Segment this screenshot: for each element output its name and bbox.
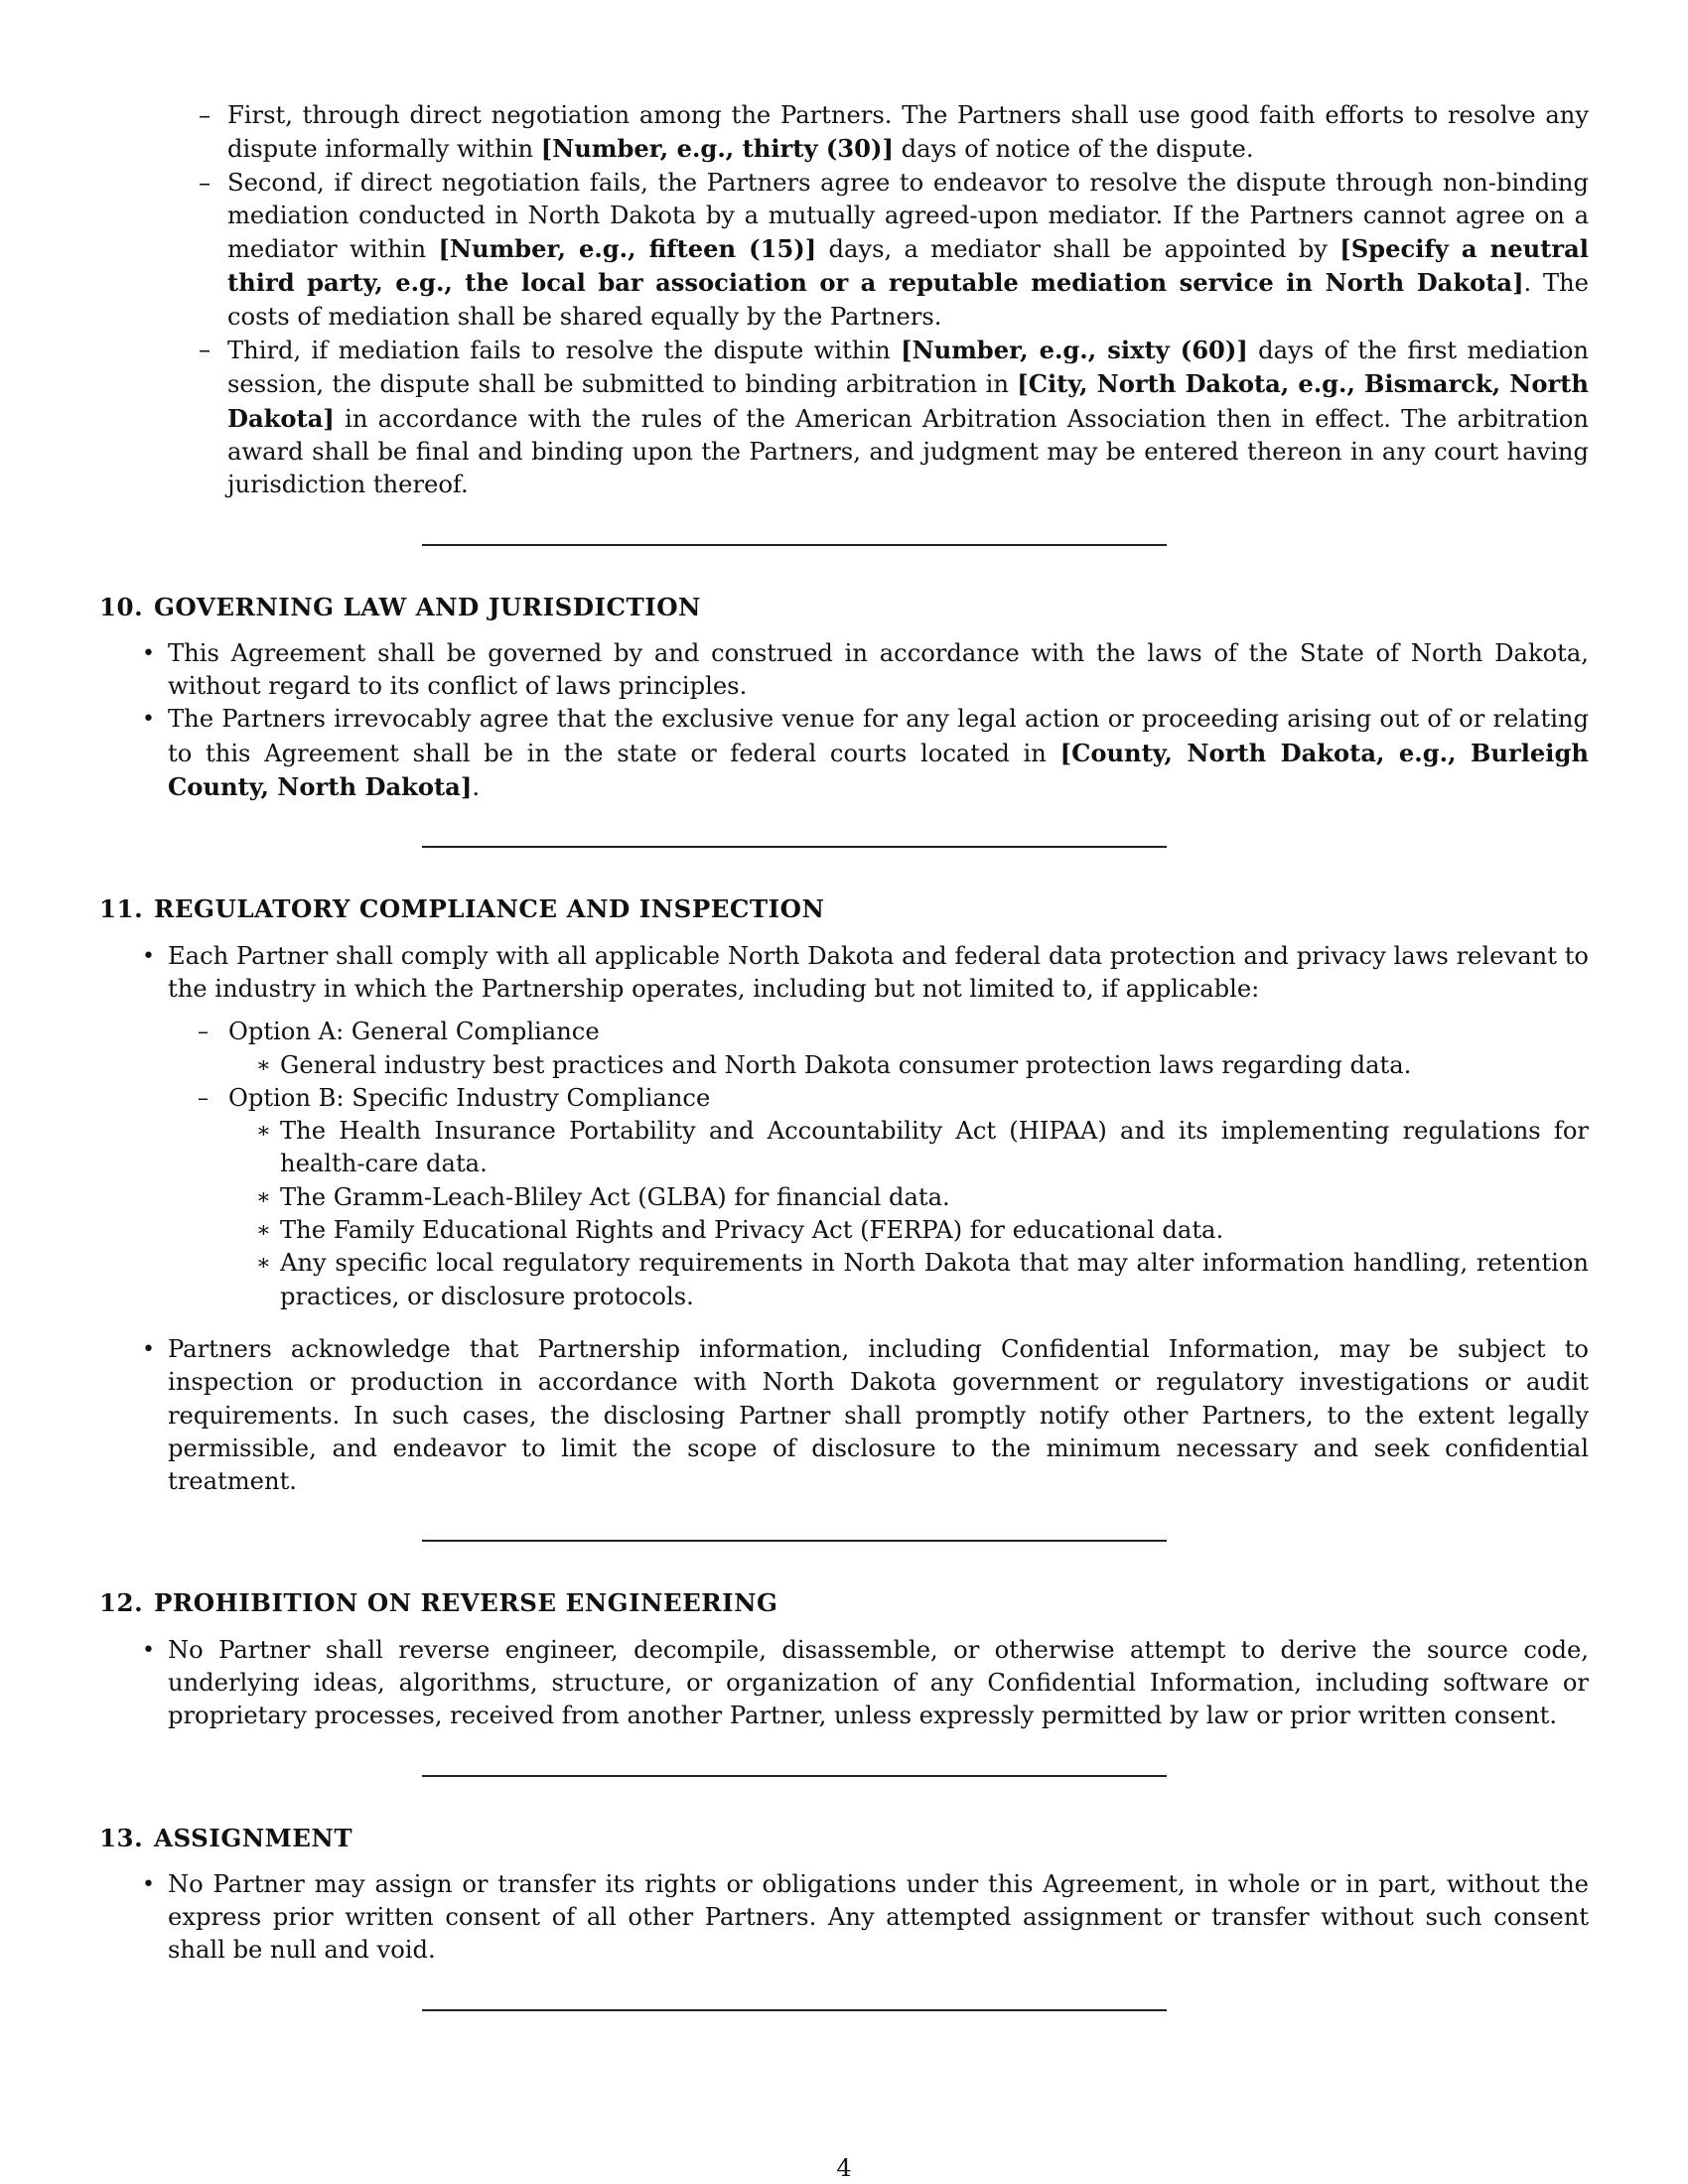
dispute-resolution-steps — [99, 99, 1589, 502]
section-13-heading — [99, 1822, 1589, 1854]
option-item — [228, 1115, 1589, 1181]
option-item-text: The Health Insurance Portability and Accountability Act (HIPAA) and its implementing regulations for health-care data. — [280, 1117, 1589, 1178]
list-item — [99, 1634, 1589, 1733]
dispute-step-negotiation — [99, 99, 1589, 167]
placeholder-city: [City, North Dakota, e.g., Bismarck, North Dakota] — [227, 369, 1589, 433]
option-item-text: General industry best practices and North Dakota consumer protection laws regarding data. — [280, 1050, 1412, 1079]
list-item — [99, 940, 1589, 1313]
dispute-step-mediation — [99, 167, 1589, 334]
step-text: Second, if direct negotiation fails, the Partners agree to endeavor to resolve the dispute through non-binding mediation conducted in North Dakota by a mutually agreed-upon mediator. If the Partners cannot agree on a mediator within — [227, 168, 1589, 264]
step-text: days, a mediator shall be appointed by — [816, 235, 1340, 264]
compliance-options — [168, 1016, 1589, 1313]
star-marker: ∗ — [256, 1119, 271, 1145]
star-marker: ∗ — [256, 1052, 271, 1078]
dash-marker: – — [199, 336, 211, 364]
step-text: in accordance with the rules of the American Arbitration Association then in effect. The arbitration award shall be final and binding upon the Partners, and judgment may be entered thereon in any court having jurisdiction thereof. — [227, 404, 1589, 499]
star-marker: ∗ — [256, 1218, 271, 1244]
section-12-heading — [99, 1586, 1589, 1619]
section-title: ASSIGNMENT — [154, 1823, 353, 1852]
placeholder-number: [Number, e.g., fifteen (15)] — [438, 234, 817, 264]
option-b — [168, 1082, 1589, 1313]
section-10-heading — [99, 591, 1589, 623]
dispute-step-arbitration — [99, 334, 1589, 501]
bullet-marker: • — [142, 1871, 155, 1897]
section-number: 10. — [99, 592, 144, 621]
section-number: 11. — [99, 894, 144, 924]
item-text: No Partner shall reverse engineer, decompile, disassemble, or otherwise attempt to derive the source code, underlying ideas, algorithms, structure, or organization of any Confidential Information, including software or proprietary processes, received from another Partner, unless expressly permitted by law or prior written consent. — [168, 1635, 1589, 1730]
bullet-marker: • — [142, 1637, 155, 1663]
list-item — [99, 1868, 1589, 1968]
section-13-list — [99, 1868, 1589, 1968]
star-marker: ∗ — [256, 1251, 271, 1277]
section-divider — [422, 1775, 1167, 1777]
option-b-items — [228, 1115, 1589, 1313]
option-item — [228, 1049, 1589, 1082]
placeholder-number: [Number, e.g., sixty (60)] — [901, 336, 1248, 365]
section-title: REGULATORY COMPLIANCE AND INSPECTION — [154, 894, 825, 924]
bullet-marker: • — [142, 707, 155, 733]
option-label: Option B: Specific Industry Compliance — [228, 1083, 711, 1112]
option-item — [228, 1247, 1589, 1313]
dash-marker: – — [198, 1085, 209, 1111]
item-text: . — [472, 773, 481, 802]
step-text: days of the first mediation session, the dispute shall be submitted to binding arbitration in — [227, 337, 1589, 399]
section-divider — [422, 846, 1167, 848]
dash-marker: – — [198, 1020, 209, 1045]
bullet-marker: • — [142, 943, 155, 969]
step-text: . The costs of mediation shall be shared equally by the Partners. — [227, 269, 1589, 331]
dash-marker: – — [199, 101, 211, 129]
step-text: First, through direct negotiation among the Partners. The Partners shall use good faith efforts to resolve any dispute informally within — [227, 101, 1589, 164]
section-number: 13. — [99, 1823, 144, 1852]
document-content — [99, 99, 1589, 2011]
bullet-marker: • — [142, 1336, 155, 1362]
option-item-text: Any specific local regulatory requirements in North Dakota that may alter information handling, retention practices, or disclosure protocols. — [280, 1249, 1589, 1310]
section-11-list — [99, 940, 1589, 1499]
item-text: The Partners irrevocably agree that the exclusive venue for any legal action or proceeding arising out of or relating to this Agreement shall be in the state or federal courts located in — [168, 705, 1589, 767]
item-text: No Partner may assign or transfer its rights or obligations under this Agreement, in whole or in part, without the express prior written consent of all other Partners. Any attempted assignment or transfer without such consent shall be null and void. — [168, 1869, 1589, 1965]
page-number: 4 — [836, 2154, 852, 2182]
placeholder-third-party: [Specify a neutral third party, e.g., the local bar association or a reputable mediation service in North Dakota] — [227, 234, 1589, 298]
option-item — [228, 1214, 1589, 1247]
section-divider — [422, 544, 1167, 546]
section-divider — [422, 2009, 1167, 2011]
option-a — [168, 1016, 1589, 1082]
placeholder-number: [Number, e.g., thirty (30)] — [540, 134, 894, 164]
option-item-text: The Family Educational Rights and Privacy Act (FERPA) for educational data. — [280, 1216, 1224, 1245]
section-12-list — [99, 1634, 1589, 1733]
item-text: This Agreement shall be governed by and construed in accordance with the laws of the State of North Dakota, without regard to its conflict of laws principles. — [168, 638, 1589, 701]
item-text: Partners acknowledge that Partnership information, including Confidential Information, may be subject to inspection or production in accordance with North Dakota government or regulatory investigations or audit requirements. In such cases, the disclosing Partner shall promptly notify other Partners, to the extent legally permissible, and endeavor to limit the scope of disclosure to the minimum necessary and seek confidential treatment. — [168, 1334, 1589, 1496]
placeholder-county: [County, North Dakota, e.g., Burleigh County, North Dakota] — [168, 738, 1589, 802]
section-title: PROHIBITION ON REVERSE ENGINEERING — [154, 1588, 778, 1618]
section-number: 12. — [99, 1588, 144, 1618]
option-item-text: The Gramm-Leach-Bliley Act (GLBA) for financial data. — [280, 1182, 950, 1211]
section-divider — [422, 1540, 1167, 1542]
item-text: Each Partner shall comply with all applicable North Dakota and federal data protection and privacy laws relevant to the industry in which the Partnership operates, including but not limited to, if applicable: — [168, 941, 1589, 1003]
bullet-marker: • — [142, 640, 155, 666]
star-marker: ∗ — [256, 1184, 271, 1210]
option-label: Option A: General Compliance — [228, 1018, 600, 1046]
list-item — [99, 637, 1589, 704]
step-text: days of notice of the dispute. — [893, 135, 1254, 164]
section-10-list — [99, 637, 1589, 804]
option-a-items — [228, 1049, 1589, 1082]
option-item — [228, 1181, 1589, 1214]
dash-marker: – — [199, 168, 211, 197]
section-title: GOVERNING LAW AND JURISDICTION — [154, 592, 701, 621]
list-item — [99, 1333, 1589, 1498]
section-11-heading — [99, 892, 1589, 925]
list-item — [99, 703, 1589, 804]
step-text: Third, if mediation fails to resolve the dispute within — [227, 337, 902, 365]
